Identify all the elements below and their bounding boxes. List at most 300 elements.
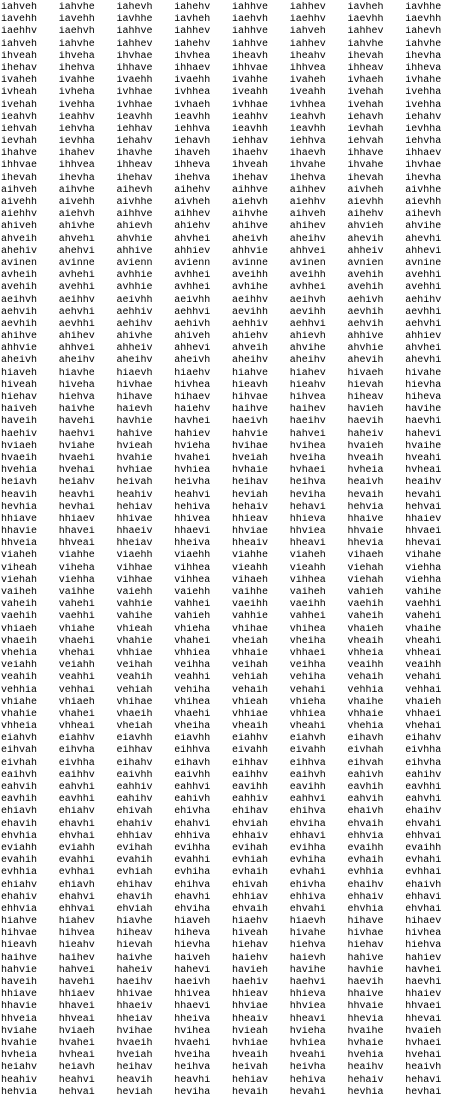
grid-cell: hvheia (347, 465, 384, 477)
grid-cell: ihvhae (405, 160, 442, 172)
grid-cell: hheavi (289, 538, 326, 550)
grid-cell: hvheai (58, 1050, 95, 1062)
grid-row (0, 843, 463, 855)
grid-row (0, 758, 463, 770)
grid-row (0, 892, 463, 904)
grid-cell: aehvih (347, 318, 384, 330)
grid-cell: haivhe (58, 404, 95, 416)
grid-cell: hiehav (232, 940, 269, 952)
grid-cell: hvaehi (58, 452, 95, 464)
grid-cell: ihhaev (405, 148, 442, 160)
grid-cell: ihheav (116, 160, 153, 172)
grid-cell: aihvhe (58, 184, 95, 196)
grid-cell: hhaevi (174, 526, 211, 538)
grid-cell: ihveha (58, 50, 95, 62)
grid-cell: vhaihe (405, 623, 442, 635)
grid-cell: hiheva (174, 928, 211, 940)
grid-cell: viheah (1, 562, 38, 574)
grid-cell: vaheih (1, 599, 38, 611)
grid-row (0, 989, 463, 1001)
grid-cell: viahhe (58, 550, 95, 562)
grid-cell: ahevih (347, 355, 384, 367)
grid-cell: aihvhe (232, 209, 269, 221)
grid-cell: ieahhv (58, 111, 95, 123)
grid-cell: vheaih (232, 721, 269, 733)
grid-row (0, 953, 463, 965)
grid-row (0, 319, 463, 331)
grid-cell: vhhiae (232, 708, 269, 720)
grid-cell: aehivh (174, 318, 211, 330)
grid-cell: ahvhie (347, 343, 384, 355)
grid-cell: eavhih (1, 794, 38, 806)
grid-cell: ahhiev (405, 331, 442, 343)
grid-cell: haiveh (174, 952, 211, 964)
grid-cell: vhiaeh (1, 623, 38, 635)
grid-cell: iavhhe (116, 14, 153, 26)
grid-cell: haveih (1, 416, 38, 428)
grid-cell: viehha (58, 574, 95, 586)
grid-row (0, 733, 463, 745)
grid-cell: vaehhi (405, 599, 442, 611)
grid-row (0, 307, 463, 319)
grid-cell: eahihv (405, 769, 442, 781)
grid-cell: hahive (116, 428, 153, 440)
grid-row (0, 672, 463, 684)
grid-cell: ehihav (116, 879, 153, 891)
grid-cell: vhihae (232, 623, 269, 635)
grid-cell: hiahev (58, 916, 95, 928)
grid-cell: ehhavi (405, 891, 442, 903)
grid-cell: ehhiva (289, 891, 326, 903)
grid-cell: hvehia (347, 1050, 384, 1062)
grid-cell: viehah (1, 574, 38, 586)
grid-cell: aeihvh (1, 294, 38, 306)
grid-cell: hhveia (1, 538, 38, 550)
grid-cell: hehavi (405, 1074, 442, 1086)
grid-cell: ehvaih (347, 818, 384, 830)
grid-cell: eahvhi (58, 782, 95, 793)
grid-cell: hhaeiv (116, 1001, 153, 1013)
grid-row (0, 75, 463, 87)
grid-cell: vehiah (116, 684, 153, 696)
grid-cell: ehivah (116, 806, 153, 818)
grid-cell: ehvhia (1, 830, 38, 842)
grid-cell: ahhvei (289, 245, 326, 257)
grid-cell: vhhiea (289, 708, 326, 720)
grid-cell: evhiah (116, 867, 153, 879)
grid-row (0, 794, 463, 806)
grid-row (0, 697, 463, 709)
grid-cell: ivehah (347, 99, 384, 111)
grid-cell: aeivhh (116, 294, 153, 306)
grid-cell: ahheiv (116, 343, 153, 355)
grid-cell: heaihv (405, 477, 442, 489)
grid-cell: eavhhi (405, 782, 442, 793)
grid-cell: avheih (1, 270, 38, 282)
grid-cell: hhiaev (58, 513, 95, 525)
grid-cell: avinen (289, 257, 326, 269)
grid-cell: ihaveh (174, 148, 211, 160)
grid-cell: aheihv (58, 355, 95, 367)
grid-cell: ehvhia (347, 903, 384, 915)
grid-cell: veihha (289, 660, 326, 672)
grid-cell: aihhve (232, 184, 269, 196)
grid-cell: aievhh (347, 197, 384, 208)
grid-cell: aihveh (289, 209, 326, 221)
grid-cell: evhahi (289, 867, 326, 879)
grid-cell: haievh (116, 404, 153, 416)
grid-cell: aevhih (347, 306, 384, 318)
grid-cell: vhhiea (174, 647, 211, 659)
grid-cell: hihave (116, 392, 153, 403)
grid-row (0, 282, 463, 294)
grid-row (0, 221, 463, 233)
grid-cell: eaihhv (58, 769, 95, 781)
grid-cell: evihha (289, 842, 326, 854)
grid-cell: aievhh (405, 197, 442, 208)
grid-cell: hievah (116, 940, 153, 952)
grid-cell: iehavh (174, 136, 211, 148)
grid-row (0, 441, 463, 453)
grid-cell: iheavh (232, 50, 269, 62)
grid-cell: ehhvai (405, 830, 442, 842)
grid-cell: vahhie (116, 599, 153, 611)
grid-cell: hhivea (174, 989, 211, 1001)
grid-cell: ihevha (58, 172, 95, 184)
grid-cell: vahihe (116, 611, 153, 623)
grid-cell: ehahiv (116, 818, 153, 830)
grid-cell: vhieah (232, 696, 269, 708)
grid-cell: eahhvi (289, 794, 326, 806)
grid-cell: eihavh (347, 733, 384, 745)
grid-cell: hivhea (174, 379, 211, 391)
grid-cell: veihah (232, 660, 269, 672)
grid-row (0, 258, 463, 270)
grid-cell: hvaehi (174, 1037, 211, 1049)
grid-cell: vhieah (116, 623, 153, 635)
grid-cell: ehvaih (232, 903, 269, 915)
grid-row (0, 295, 463, 307)
grid-cell: ivehah (1, 99, 38, 111)
grid-row (0, 490, 463, 502)
grid-cell: ahivhe (58, 221, 95, 233)
grid-cell: vhihea (174, 696, 211, 708)
grid-cell: hveahi (289, 1050, 326, 1062)
grid-cell: heihva (289, 477, 326, 489)
grid-cell: ihevah (347, 172, 384, 184)
grid-cell: haeihv (289, 416, 326, 428)
grid-cell: haihev (58, 952, 95, 964)
grid-cell: ehvahi (405, 818, 442, 830)
grid-cell: eiavhh (174, 733, 211, 745)
grid-cell: vhheai (58, 721, 95, 733)
grid-cell: veahih (116, 672, 153, 684)
grid-cell: vheahi (289, 721, 326, 733)
grid-cell: avhhei (174, 270, 211, 282)
grid-cell: heihav (232, 477, 269, 489)
grid-cell: aeihvh (289, 294, 326, 306)
grid-cell: hiveah (232, 928, 269, 940)
grid-cell: viehha (405, 574, 442, 586)
grid-cell: hhaeiv (116, 526, 153, 538)
grid-cell: hhivea (174, 513, 211, 525)
grid-cell: ivhhae (232, 99, 269, 111)
grid-cell: haiehv (232, 952, 269, 964)
grid-cell: vhaeih (1, 635, 38, 647)
grid-cell: hhviae (232, 526, 269, 538)
grid-cell: heahvi (58, 1074, 95, 1086)
grid-row (0, 526, 463, 538)
grid-cell: ehhvai (58, 903, 95, 915)
grid-cell: vhehai (405, 721, 442, 733)
grid-cell: vhehia (1, 647, 38, 659)
grid-cell: ehavhi (58, 818, 95, 830)
grid-cell: heiahv (58, 477, 95, 489)
grid-cell: hvehai (405, 1050, 442, 1062)
grid-cell: hihvea (289, 392, 326, 403)
grid-cell: ihehva (174, 172, 211, 184)
grid-cell: vahieh (174, 611, 211, 623)
grid-cell: hahevi (174, 964, 211, 976)
grid-cell: iehhav (232, 136, 269, 148)
grid-cell: avehih (347, 270, 384, 282)
grid-cell: avehhi (405, 282, 442, 294)
grid-cell: havehi (58, 977, 95, 988)
grid-cell: ehvahi (289, 903, 326, 915)
grid-cell: eihavh (174, 757, 211, 769)
grid-cell: hhveai (58, 538, 95, 550)
grid-cell: hvhaie (232, 465, 269, 477)
grid-cell: veihah (116, 660, 153, 672)
grid-cell: viehah (347, 562, 384, 574)
grid-cell: iaevhh (405, 14, 442, 26)
grid-cell: hieavh (1, 940, 38, 952)
grid-cell: hieahv (58, 940, 95, 952)
grid-cell: heviha (174, 1086, 211, 1098)
grid-cell: eihvah (347, 757, 384, 769)
grid-cell: heihav (116, 1062, 153, 1074)
grid-cell: ihehav (1, 62, 38, 74)
grid-cell: vahehi (405, 611, 442, 623)
grid-cell: eiahvh (1, 733, 38, 745)
grid-cell: eahvhi (405, 794, 442, 806)
grid-cell: hahiev (405, 952, 442, 964)
grid-cell: haihev (289, 404, 326, 416)
grid-cell: vahhie (232, 611, 269, 623)
grid-cell: aihhev (174, 209, 211, 221)
grid-cell: aheivh (1, 355, 38, 367)
grid-cell: ieahvh (289, 111, 326, 123)
grid-cell: vaheih (347, 611, 384, 623)
grid-cell: ihheva (174, 160, 211, 172)
grid-cell: vehiah (232, 672, 269, 684)
grid-cell: vheaih (347, 635, 384, 647)
grid-cell: ahiveh (174, 331, 211, 343)
grid-cell: haehiv (232, 977, 269, 988)
grid-cell: hvahie (116, 452, 153, 464)
grid-row (0, 355, 463, 367)
grid-cell: vihaeh (347, 550, 384, 562)
grid-row (0, 904, 463, 916)
grid-cell: ahhiev (174, 245, 211, 257)
grid-cell: hvhaei (405, 1037, 442, 1049)
grid-cell: haheiv (347, 428, 384, 440)
grid-cell: aivheh (347, 184, 384, 196)
grid-row (0, 51, 463, 63)
grid-cell: heiahv (1, 1062, 38, 1074)
grid-cell: hhiave (1, 513, 38, 525)
grid-cell: vhieha (289, 696, 326, 708)
grid-row (0, 2, 463, 14)
grid-cell: heaivh (405, 1062, 442, 1074)
grid-cell: aivheh (174, 197, 211, 208)
grid-cell: hivhae (116, 379, 153, 391)
grid-cell: ahevhi (405, 233, 442, 245)
grid-cell: iahvhe (58, 2, 95, 13)
grid-cell: aihevh (116, 184, 153, 196)
grid-cell: ivehha (405, 87, 442, 99)
grid-cell: iehhav (116, 123, 153, 135)
grid-cell: aeihhv (232, 294, 269, 306)
grid-cell: hhveia (1, 1013, 38, 1025)
grid-cell: ahhive (116, 245, 153, 257)
grid-cell: aheihv (289, 233, 326, 245)
grid-cell: hheiva (174, 538, 211, 550)
grid-row (0, 916, 463, 928)
grid-cell: hvhiea (289, 1037, 326, 1049)
grid-cell: hhevia (347, 538, 384, 550)
grid-cell: ivehha (58, 99, 95, 111)
grid-cell: ieavhh (289, 123, 326, 135)
grid-cell: vhihae (116, 696, 153, 708)
grid-cell: vheiha (289, 635, 326, 647)
grid-cell: ehviha (174, 903, 211, 915)
grid-cell: ievhha (405, 123, 442, 135)
grid-row (0, 1038, 463, 1050)
grid-cell: ihahev (58, 148, 95, 160)
grid-row (0, 1075, 463, 1087)
grid-cell: aehvhi (405, 318, 442, 330)
grid-cell: vehaih (232, 684, 269, 696)
grid-cell: hhveai (58, 1013, 95, 1025)
grid-cell: ehvhai (58, 830, 95, 842)
grid-cell: iehhva (289, 136, 326, 148)
grid-cell: veiahh (58, 660, 95, 672)
grid-cell: vhahei (58, 708, 95, 720)
grid-cell: hehvia (1, 1086, 38, 1098)
grid-cell: hvieha (174, 440, 211, 452)
grid-cell: iehavh (347, 111, 384, 123)
grid-cell: ihevah (347, 50, 384, 62)
grid-cell: viehha (405, 562, 442, 574)
grid-cell: hievah (347, 379, 384, 391)
grid-cell: hheavi (289, 1013, 326, 1025)
grid-cell: ahevhi (405, 355, 442, 367)
grid-cell: hihave (347, 916, 384, 928)
grid-cell: ivhhae (116, 99, 153, 111)
grid-cell: iahveh (289, 26, 326, 38)
grid-cell: ahvieh (347, 221, 384, 233)
grid-cell: haevih (347, 416, 384, 428)
grid-cell: avhhei (174, 282, 211, 294)
grid-cell: iehvha (405, 136, 442, 148)
grid-cell: hehaiv (347, 1074, 384, 1086)
grid-cell: hhieva (289, 989, 326, 1001)
grid-cell: ahihev (58, 331, 95, 343)
grid-cell: ehaihv (347, 879, 384, 891)
grid-cell: vihhea (289, 574, 326, 586)
grid-cell: hviaeh (58, 1025, 95, 1037)
grid-row (0, 209, 463, 221)
grid-cell: eihvha (405, 757, 442, 769)
grid-cell: avienn (116, 257, 153, 269)
grid-cell: ieavhh (232, 123, 269, 135)
grid-cell: ehihav (232, 806, 269, 818)
grid-cell: avhhie (116, 282, 153, 294)
grid-cell: evahhi (58, 855, 95, 867)
grid-cell: hiahve (232, 367, 269, 379)
grid-cell: evhaih (347, 855, 384, 867)
grid-row (0, 136, 463, 148)
grid-cell: hhviea (289, 526, 326, 538)
grid-cell: eiahvh (289, 733, 326, 745)
grid-cell: vhaieh (347, 623, 384, 635)
grid-cell: hvaeih (1, 452, 38, 464)
grid-cell: hiaveh (1, 367, 38, 379)
grid-row (0, 14, 463, 26)
grid-cell: eahivh (347, 769, 384, 781)
grid-cell: hivahe (405, 367, 442, 379)
grid-cell: avehhi (58, 282, 95, 294)
grid-cell: vaeihh (289, 599, 326, 611)
grid-row (0, 782, 463, 794)
grid-cell: hvheia (1, 1050, 38, 1062)
grid-row (0, 100, 463, 112)
grid-cell: heiavh (1, 477, 38, 489)
grid-cell: heaihv (347, 1062, 384, 1074)
grid-cell: ehavhi (174, 891, 211, 903)
grid-cell: eahivh (174, 794, 211, 806)
grid-cell: iavehh (1, 14, 38, 26)
grid-cell: hihvea (58, 928, 95, 940)
grid-cell: vhheia (347, 647, 384, 659)
grid-row (0, 160, 463, 172)
grid-cell: vehiha (289, 672, 326, 684)
grid-cell: ievhah (347, 123, 384, 135)
grid-cell: hihvae (1, 928, 38, 940)
grid-cell: vehaih (347, 672, 384, 684)
grid-cell: hheiav (116, 538, 153, 550)
grid-row (0, 648, 463, 660)
grid-cell: eivhha (58, 757, 95, 769)
grid-cell: veahhi (174, 672, 211, 684)
grid-row (0, 1001, 463, 1013)
grid-cell: ahveih (232, 343, 269, 355)
grid-cell: avnien (347, 257, 384, 269)
grid-cell: hehvai (58, 1086, 95, 1098)
grid-cell: heivha (174, 477, 211, 489)
grid-cell: aeihhv (58, 294, 95, 306)
grid-cell: hehavi (289, 501, 326, 513)
grid-cell: ahehiv (1, 245, 38, 257)
grid-row (0, 660, 463, 672)
grid-cell: hvieah (232, 1025, 269, 1037)
grid-cell: hhiaev (58, 989, 95, 1001)
grid-cell: ihhave (347, 148, 384, 160)
grid-cell: evaihh (405, 842, 442, 854)
grid-cell: hhviae (232, 1001, 269, 1013)
grid-cell: heihva (174, 1062, 211, 1074)
